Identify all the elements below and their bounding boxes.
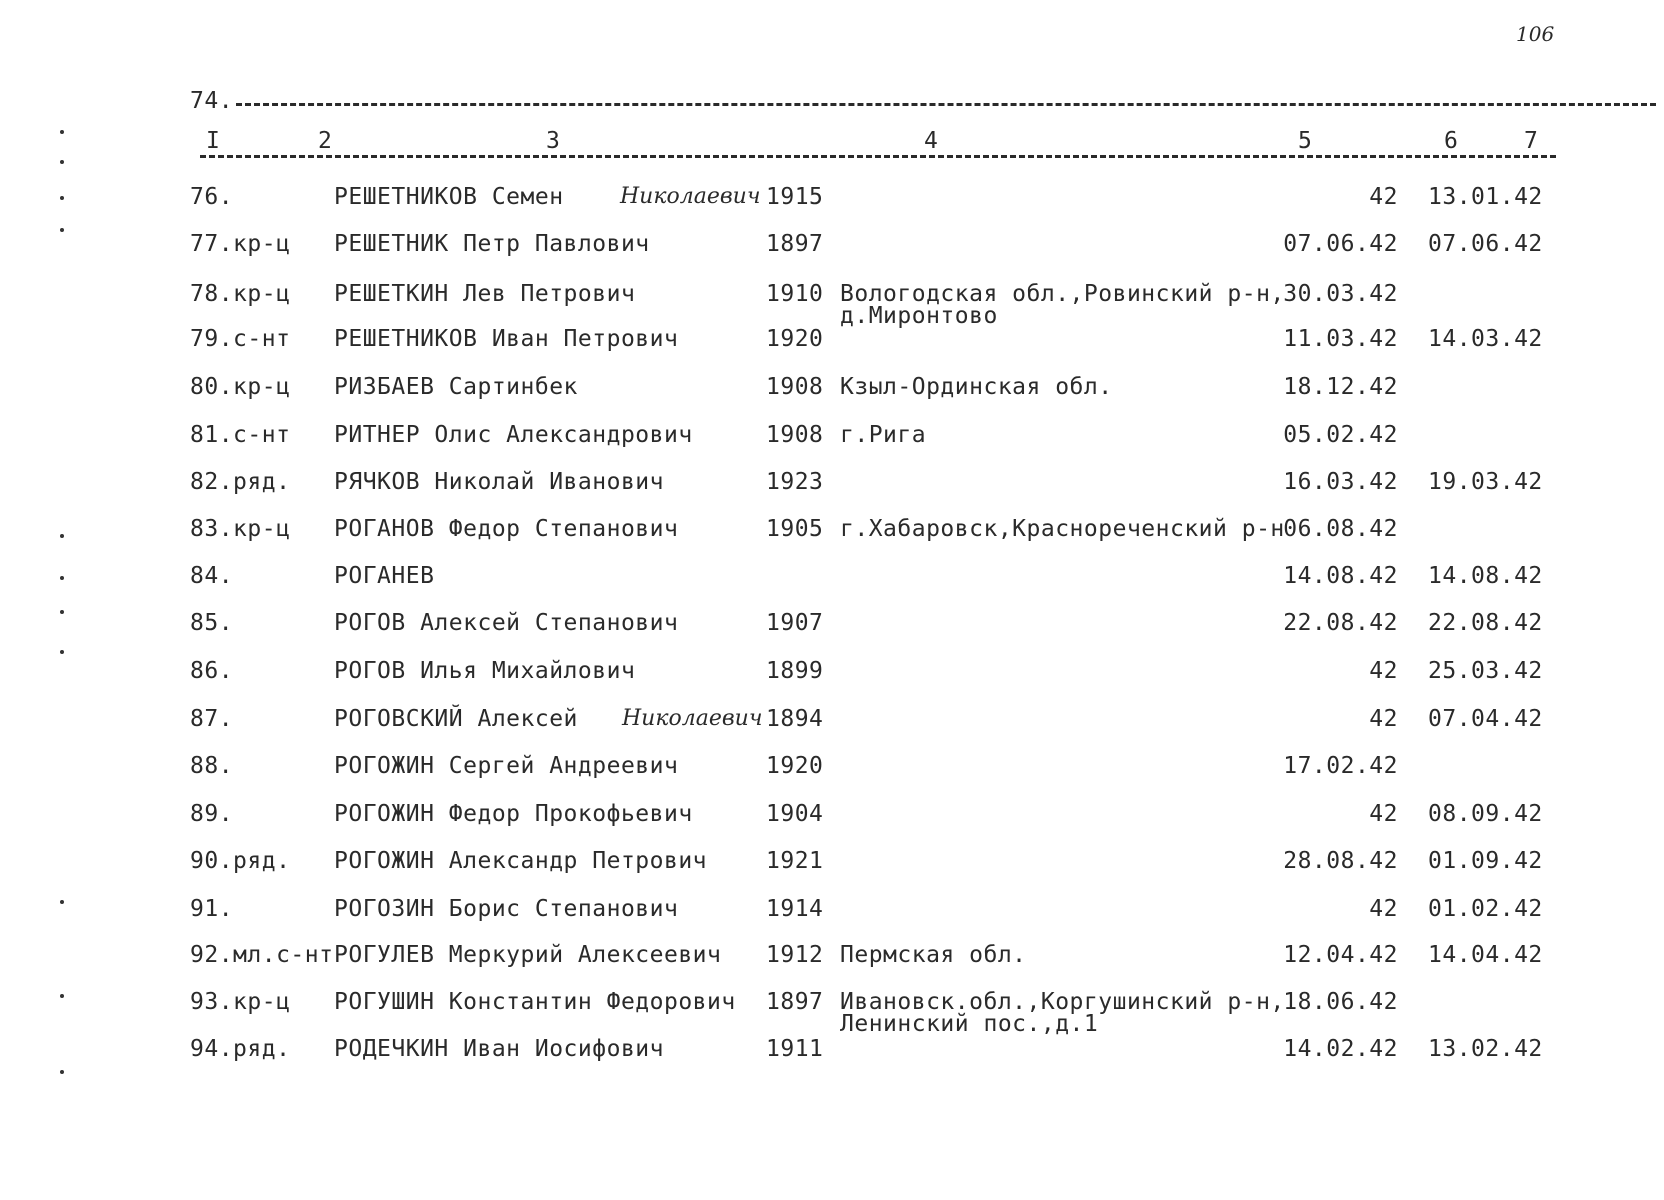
date-col5: 42 bbox=[1369, 184, 1398, 210]
birthplace-line2: д.Миронтово bbox=[840, 303, 998, 329]
person-name: РЕШЕТНИКОВ Семен bbox=[334, 184, 564, 210]
continuation-label: 74. bbox=[190, 88, 234, 114]
birth-year: 1905 bbox=[766, 516, 824, 542]
date-col6: 13.02.42 bbox=[1428, 1036, 1543, 1062]
date-col6: 25.03.42 bbox=[1428, 658, 1543, 684]
date-col6: 13.01.42 bbox=[1428, 184, 1543, 210]
scan-speck bbox=[60, 130, 64, 134]
scan-speck bbox=[60, 160, 64, 164]
person-name: РЕШЕТНИК Петр Павлович bbox=[334, 231, 650, 257]
row-number: 88. bbox=[190, 753, 234, 779]
page-number: 106 bbox=[1516, 22, 1555, 46]
person-name: РОГОЖИН Сергей Андреевич bbox=[334, 753, 679, 779]
birthplace: г.Рига bbox=[840, 422, 927, 448]
birth-year: 1923 bbox=[766, 469, 824, 495]
date-col5: 12.04.42 bbox=[1283, 942, 1398, 968]
birthplace: Ивановск.обл.,Коргушинский р-н, bbox=[840, 989, 1285, 1015]
date-col5: 42 bbox=[1369, 801, 1398, 827]
date-col5: 42 bbox=[1369, 896, 1398, 922]
scan-speck bbox=[60, 994, 64, 998]
birth-year: 1912 bbox=[766, 942, 824, 968]
handwritten-patronymic: Николаевич bbox=[620, 184, 761, 209]
scan-speck bbox=[60, 610, 64, 614]
birthplace: Кзыл-Ординская обл. bbox=[840, 374, 1113, 400]
birth-year: 1915 bbox=[766, 184, 824, 210]
date-col6: 07.06.42 bbox=[1428, 231, 1543, 257]
scan-speck bbox=[60, 1070, 64, 1074]
row-number: 76. bbox=[190, 184, 234, 210]
birth-year: 1921 bbox=[766, 848, 824, 874]
row-number: 82.ряд. bbox=[190, 469, 291, 495]
row-number: 91. bbox=[190, 896, 234, 922]
date-col5: 17.02.42 bbox=[1283, 753, 1398, 779]
date-col5: 18.06.42 bbox=[1283, 989, 1398, 1015]
date-col6: 14.08.42 bbox=[1428, 563, 1543, 589]
date-col6: 19.03.42 bbox=[1428, 469, 1543, 495]
date-col6: 14.03.42 bbox=[1428, 326, 1543, 352]
birth-year: 1899 bbox=[766, 658, 824, 684]
column-number: I bbox=[206, 128, 221, 154]
birth-year: 1894 bbox=[766, 706, 824, 732]
person-name: РОГОВСКИЙ Алексей bbox=[334, 706, 578, 732]
birth-year: 1908 bbox=[766, 374, 824, 400]
scan-speck bbox=[60, 900, 64, 904]
person-name: РОГУШИН Константин Федорович bbox=[334, 989, 736, 1015]
person-name: РОГАНЕВ bbox=[334, 563, 435, 589]
date-col6: 01.09.42 bbox=[1428, 848, 1543, 874]
person-name: РОДЕЧКИН Иван Иосифович bbox=[334, 1036, 664, 1062]
person-name: РОГОЖИН Федор Прокофьевич bbox=[334, 801, 693, 827]
row-number: 77.кр-ц bbox=[190, 231, 291, 257]
scan-speck bbox=[60, 650, 64, 654]
scan-speck bbox=[60, 576, 64, 580]
person-name: РОГОВ Алексей Степанович bbox=[334, 610, 679, 636]
date-col5: 18.12.42 bbox=[1283, 374, 1398, 400]
birth-year: 1907 bbox=[766, 610, 824, 636]
person-name: РОГАНОВ Федор Степанович bbox=[334, 516, 679, 542]
date-col5: 42 bbox=[1369, 658, 1398, 684]
row-number: 81.с-нт bbox=[190, 422, 291, 448]
dashed-rule-top bbox=[236, 103, 1656, 106]
birthplace: г.Хабаровск,Краснореченский р-н bbox=[840, 516, 1285, 542]
birth-year: 1911 bbox=[766, 1036, 824, 1062]
column-number: 7 bbox=[1524, 128, 1539, 154]
row-number: 83.кр-ц bbox=[190, 516, 291, 542]
row-number: 86. bbox=[190, 658, 234, 684]
birthplace: Вологодская обл.,Ровинский р-н, bbox=[840, 281, 1285, 307]
person-name: РИТНЕР Олис Александрович bbox=[334, 422, 693, 448]
row-number: 90.ряд. bbox=[190, 848, 291, 874]
birthplace-line2: Ленинский пос.,д.1 bbox=[840, 1011, 1099, 1037]
birth-year: 1914 bbox=[766, 896, 824, 922]
row-number: 85. bbox=[190, 610, 234, 636]
date-col5: 05.02.42 bbox=[1283, 422, 1398, 448]
date-col5: 14.08.42 bbox=[1283, 563, 1398, 589]
dashed-rule-header bbox=[200, 155, 1556, 158]
row-number: 79.с-нт bbox=[190, 326, 291, 352]
person-name: РОГОЗИН Борис Степанович bbox=[334, 896, 679, 922]
birth-year: 1910 bbox=[766, 281, 824, 307]
date-col6: 01.02.42 bbox=[1428, 896, 1543, 922]
date-col5: 06.08.42 bbox=[1283, 516, 1398, 542]
person-name: РЕШЕТНИКОВ Иван Петрович bbox=[334, 326, 679, 352]
column-number: 5 bbox=[1298, 128, 1313, 154]
column-number: 6 bbox=[1444, 128, 1459, 154]
birthplace: Пермская обл. bbox=[840, 942, 1027, 968]
date-col5: 42 bbox=[1369, 706, 1398, 732]
birth-year: 1908 bbox=[766, 422, 824, 448]
birth-year: 1897 bbox=[766, 989, 824, 1015]
scan-speck bbox=[60, 228, 64, 232]
row-number: 89. bbox=[190, 801, 234, 827]
date-col6: 14.04.42 bbox=[1428, 942, 1543, 968]
handwritten-patronymic: Николаевич bbox=[622, 706, 763, 731]
person-name: РЕШЕТКИН Лев Петрович bbox=[334, 281, 636, 307]
column-number: 3 bbox=[546, 128, 561, 154]
date-col5: 28.08.42 bbox=[1283, 848, 1398, 874]
birth-year: 1904 bbox=[766, 801, 824, 827]
person-name: РЯЧКОВ Николай Иванович bbox=[334, 469, 664, 495]
date-col5: 11.03.42 bbox=[1283, 326, 1398, 352]
row-number: 78.кр-ц bbox=[190, 281, 291, 307]
date-col6: 22.08.42 bbox=[1428, 610, 1543, 636]
date-col5: 14.02.42 bbox=[1283, 1036, 1398, 1062]
person-name: РОГОЖИН Александр Петрович bbox=[334, 848, 708, 874]
date-col5: 07.06.42 bbox=[1283, 231, 1398, 257]
birth-year: 1920 bbox=[766, 326, 824, 352]
row-number: 94.ряд. bbox=[190, 1036, 291, 1062]
row-number: 92.мл.с-нт bbox=[190, 942, 334, 968]
row-number: 80.кр-ц bbox=[190, 374, 291, 400]
person-name: РОГУЛЕВ Меркурий Алексеевич bbox=[334, 942, 722, 968]
date-col6: 08.09.42 bbox=[1428, 801, 1543, 827]
person-name: РОГОВ Илья Михайлович bbox=[334, 658, 636, 684]
birth-year: 1920 bbox=[766, 753, 824, 779]
row-number: 93.кр-ц bbox=[190, 989, 291, 1015]
row-number: 87. bbox=[190, 706, 234, 732]
date-col5: 22.08.42 bbox=[1283, 610, 1398, 636]
row-number: 84. bbox=[190, 563, 234, 589]
date-col6: 07.04.42 bbox=[1428, 706, 1543, 732]
person-name: РИЗБАЕВ Сартинбек bbox=[334, 374, 578, 400]
date-col5: 16.03.42 bbox=[1283, 469, 1398, 495]
column-number: 2 bbox=[318, 128, 333, 154]
birth-year: 1897 bbox=[766, 231, 824, 257]
date-col5: 30.03.42 bbox=[1283, 281, 1398, 307]
scan-speck bbox=[60, 534, 64, 538]
column-number: 4 bbox=[924, 128, 939, 154]
scan-speck bbox=[60, 196, 64, 200]
